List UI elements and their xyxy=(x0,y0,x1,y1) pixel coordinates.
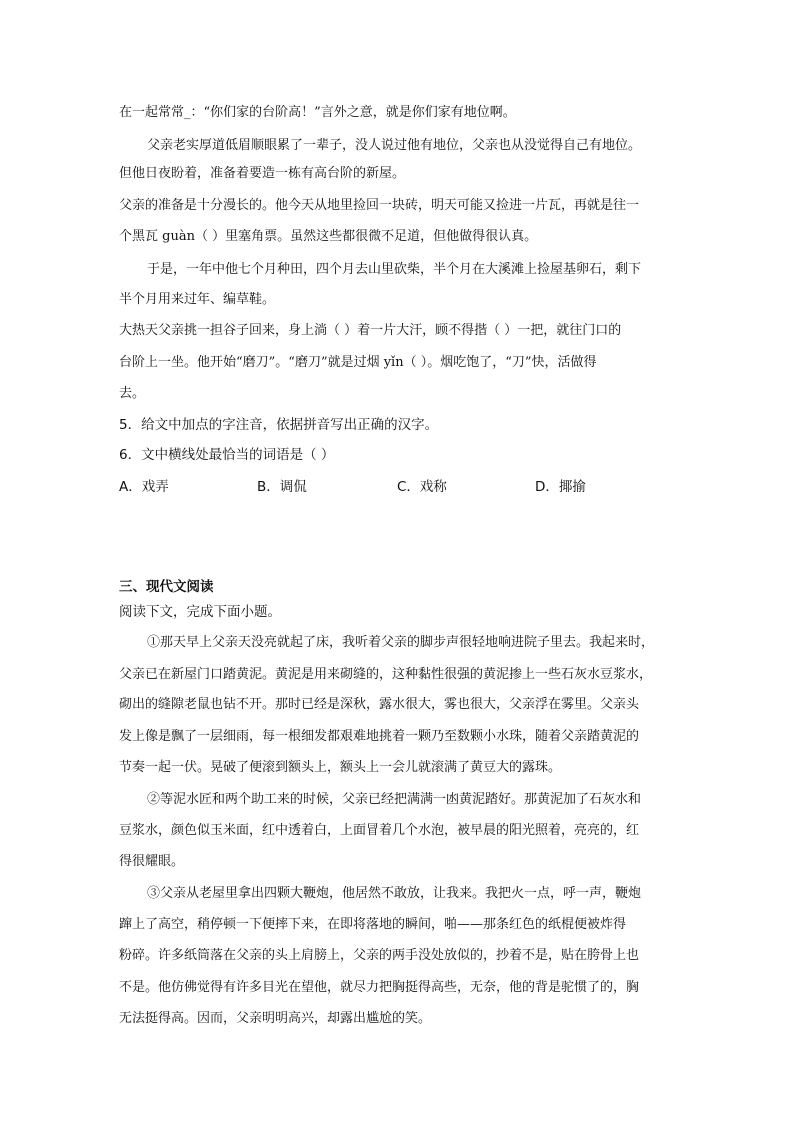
passage-line: 个黑瓦 guàn（ ）里塞角票。虽然这些都很微不足道，但他做得很认真。 xyxy=(119,229,538,244)
article-line: 父亲已在新屋门口踏黄泥。黄泥是用来砌缝的，这种黏性很强的黄泥掺上一些石灰水豆浆水， xyxy=(119,667,653,682)
section-heading: 三、现代文阅读 xyxy=(119,579,214,595)
passage-line: 父亲的准备是十分漫长的。他今天从地里捡回一块砖，明天可能又捡进一片瓦，再就是往一 xyxy=(119,198,640,213)
article-line: 节奏一起一伏。晃破了便滚到额头上，额头上一会儿就滚满了黄豆大的露珠。 xyxy=(119,760,562,775)
option-b: B．调侃 xyxy=(257,479,307,495)
option-d: D．揶揄 xyxy=(535,479,586,495)
option-a: A．戏弄 xyxy=(119,479,169,495)
article-line: 豆浆水，颜色似玉米面，红中透着白，上面冒着几个水泡，被早晨的阳光照着，亮亮的，红 xyxy=(119,823,640,838)
article-line: ②等泥水匠和两个助工来的时候，父亲已经把满满一凼黄泥踏好。那黄泥加了石灰水和 xyxy=(147,792,642,807)
article-line: 无法挺得高。因而，父亲明明高兴，却露出尴尬的笑。 xyxy=(119,1011,432,1026)
passage-line: 于是，一年中他七个月种田，四个月去山里砍柴，半个月在大溪滩上捡屋基卵石，剩下 xyxy=(147,262,642,277)
article-line: 得很耀眼。 xyxy=(119,854,185,869)
article-line: 蹿上了高空，稍停顿一下便摔下来，在即将落地的瞬间，啪——那条红色的纸棍便被炸得 xyxy=(119,917,627,932)
passage-line: 在一起常常_：“你们家的台阶高！”言外之意，就是你们家有地位啊。 xyxy=(119,105,516,120)
article-line: ③父亲从老屋里拿出四颗大鞭炮，他居然不敢放，让我来。我把火一点，呼一声，鞭炮 xyxy=(147,886,642,901)
passage-line: 大热天父亲挑一担谷子回来，身上淌（ ）着一片大汗，顾不得揩（ ）一把，就往门口的 xyxy=(119,323,622,338)
passage-line: 父亲老实厚道低眉顺眼累了一辈子，没人说过他有地位，父亲也从没觉得自己有地位。 xyxy=(147,138,642,153)
article-line: 砌出的缝隙老鼠也钻不开。那时已经是深秋，露水很大，雾也很大，父亲浮在雾里。父亲头 xyxy=(119,697,640,712)
passage-line: 半个月用来过年、编草鞋。 xyxy=(119,292,276,307)
section-instruction: 阅读下文，完成下面小题。 xyxy=(119,604,281,620)
article-line: 粉碎。许多纸筒落在父亲的头上肩膀上，父亲的两手没处放似的，抄着不是，贴在胯骨上也 xyxy=(119,948,640,963)
article-line: 不是。他仿佛觉得有许多目光在望他，就尽力把胸挺得高些，无奈，他的背是驼惯了的，胸 xyxy=(119,980,640,995)
article-line: 发上像是飘了一层细雨，每一根细发都艰难地挑着一颗乃至数颗小水珠，随着父亲踏黄泥的 xyxy=(119,729,640,744)
question-6: 6．文中横线处最恰当的词语是（ ） xyxy=(119,447,335,463)
passage-line: 台阶上一坐。他开始“磨刀”。“磨刀”就是过烟 yǐn（ ）。烟吃饱了，“刀”快，活做得 xyxy=(119,355,597,370)
question-5: 5．给文中加点的字注音，依据拼音写出正确的汉字。 xyxy=(119,417,439,433)
passage-line: 但他日夜盼着，准备着要造一栋有高台阶的新屋。 xyxy=(119,166,406,181)
option-c: C．戏称 xyxy=(397,479,447,495)
article-line: ①那天早上父亲天没亮就起了床，我听着父亲的脚步声很轻地响进院子里去。我起来时， xyxy=(147,635,655,650)
passage-line: 去。 xyxy=(119,386,146,401)
